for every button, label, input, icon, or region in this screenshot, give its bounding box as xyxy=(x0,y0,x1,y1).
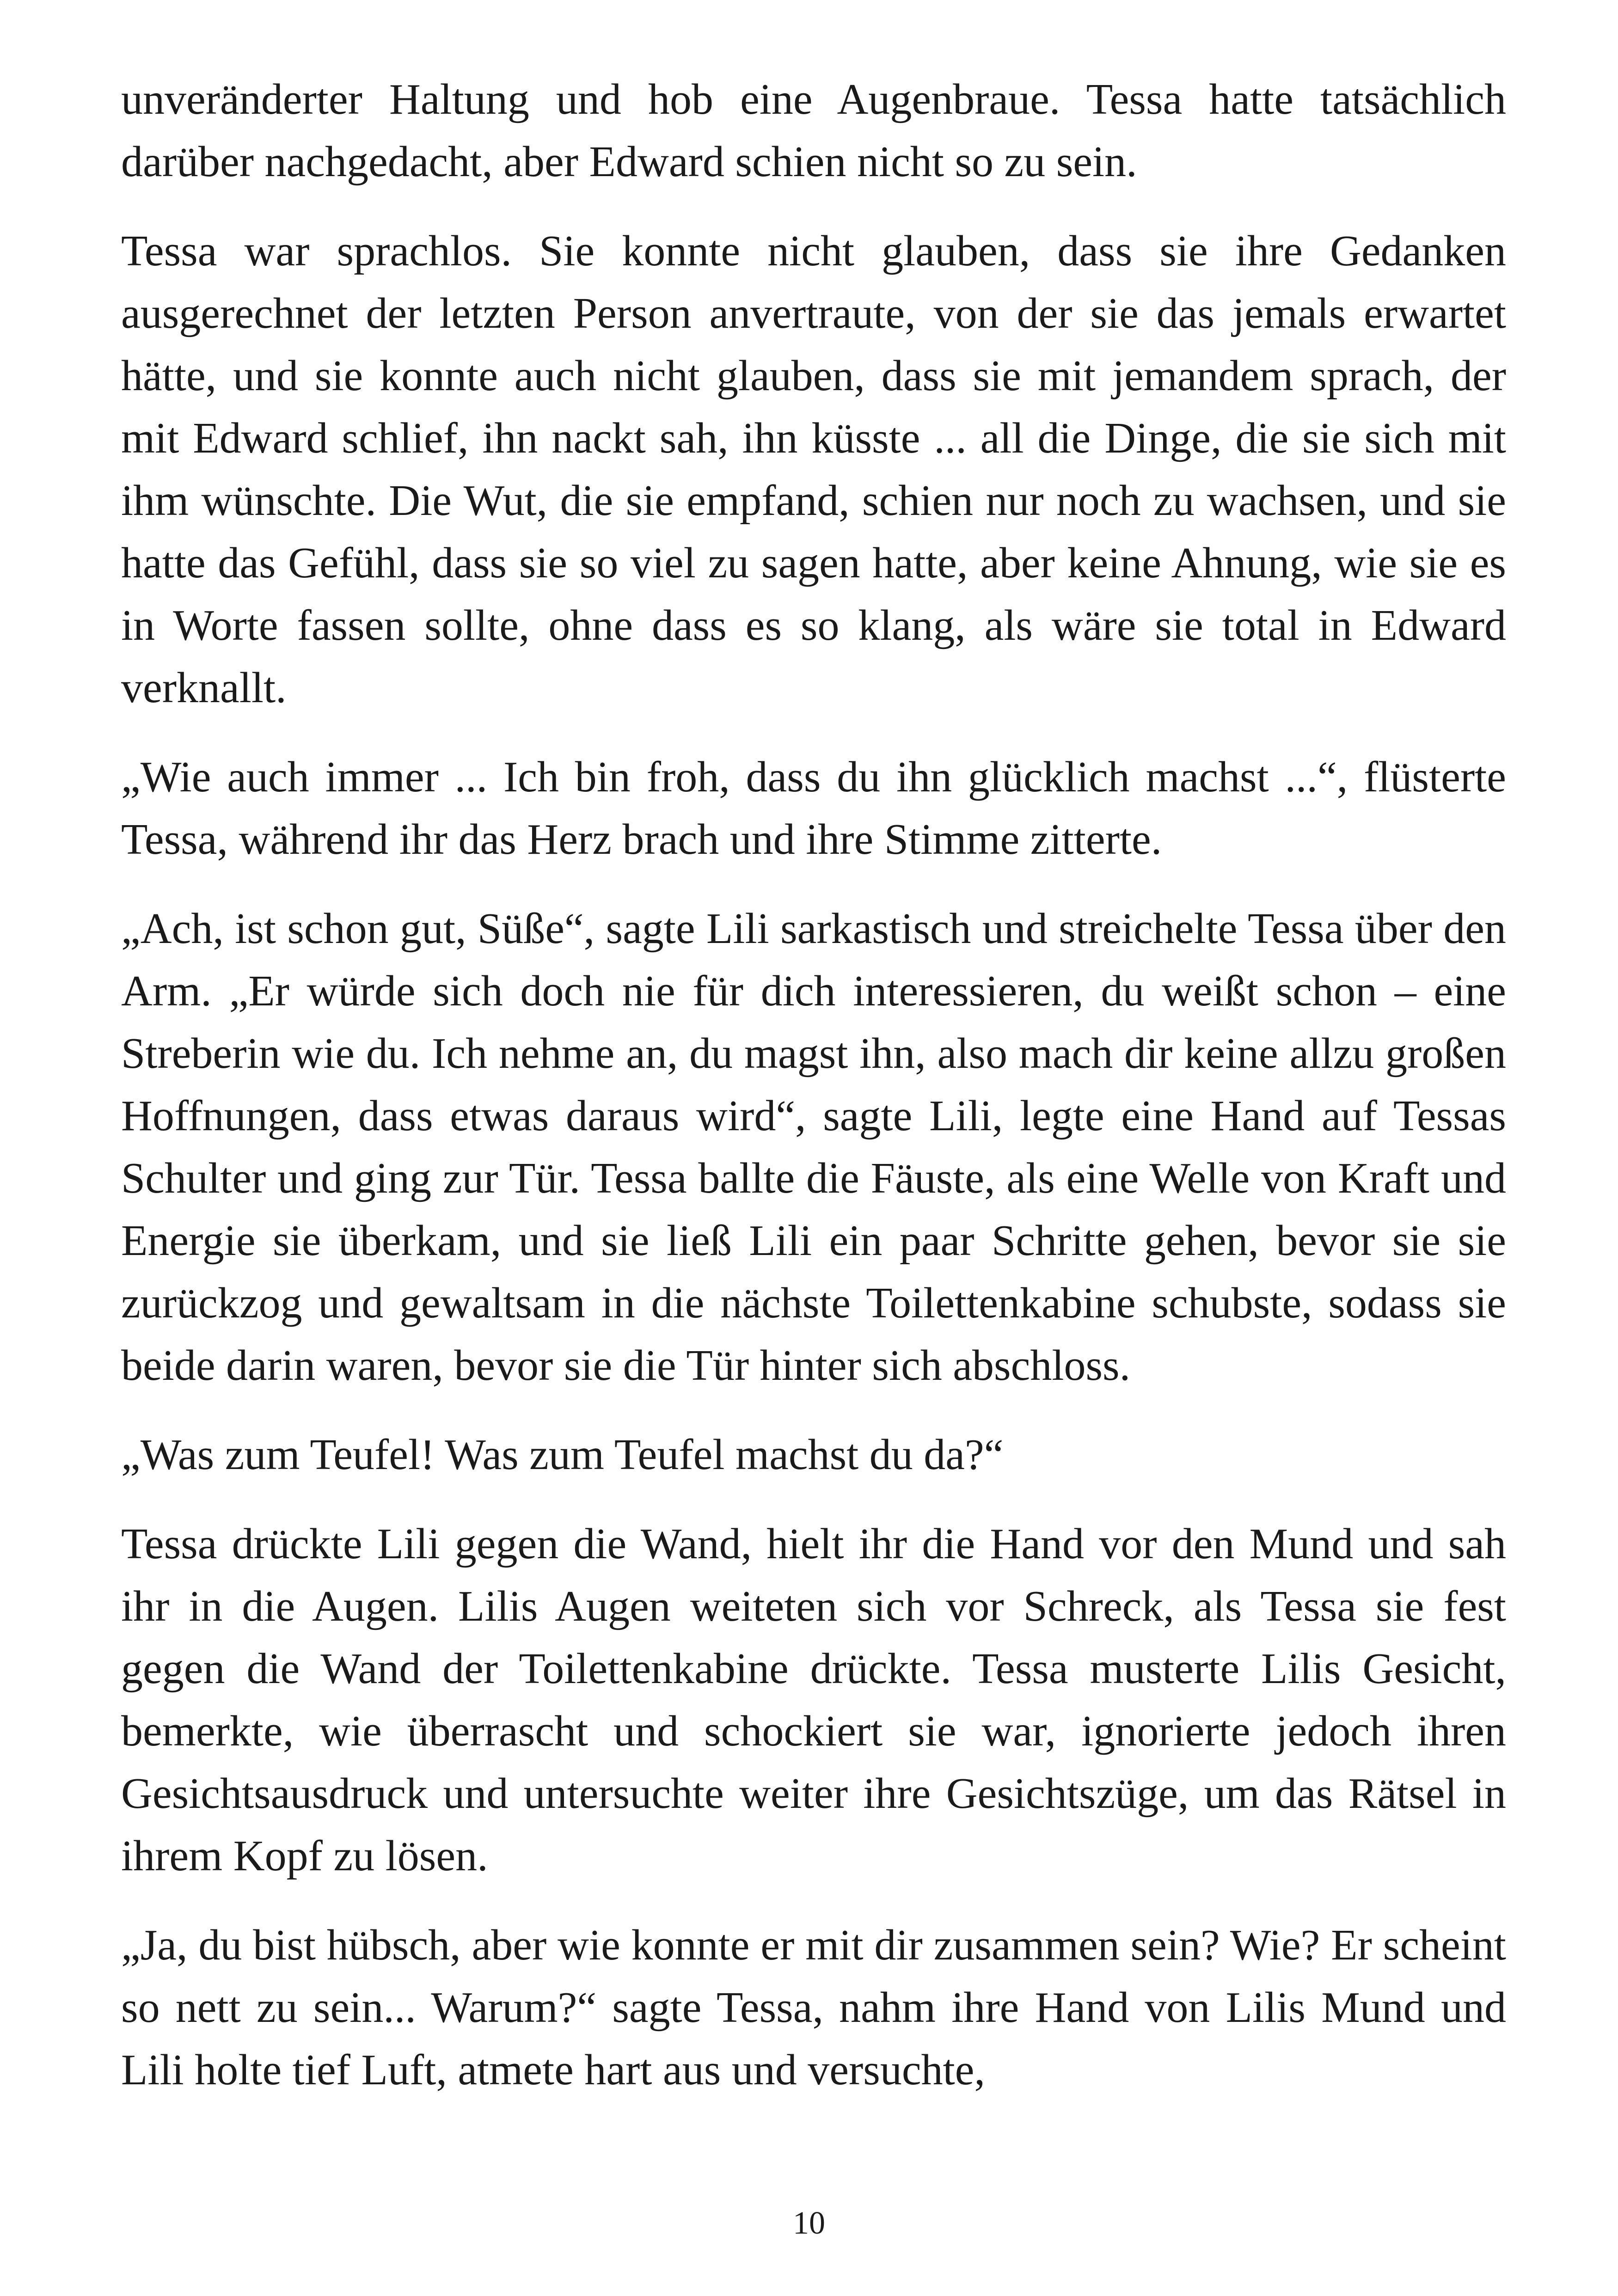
paragraph: Tessa drückte Lili gegen die Wand, hielt ihr die Hand vor den Mund und sah ihr in die Augen. Lilis Augen weiteten sich vor Schreck, als Tessa sie fest gegen die Wand der Toilettenkabine drückte. Tessa musterte Lilis Gesicht, bemerkte, wie überrascht und schockiert sie war, ignorierte jedoch ihren Gesichtsausdruck und untersuchte weiter ihre Gesichtszüge, um das Rätsel in ihrem Kopf zu lösen. xyxy=(121,1520,1506,1880)
page-number: 10 xyxy=(793,2205,825,2241)
page-body xyxy=(121,68,1506,2101)
paragraph: „Was zum Teufel! Was zum Teufel machst du da?“ xyxy=(121,1431,1004,1479)
paragraph: Tessa war sprachlos. Sie konnte nicht glauben, dass sie ihre Gedanken ausgerechnet der letzten Person anvertraute, von der sie das jemals erwartet hätte, und sie konnte auch nicht glauben, dass sie mit jemandem sprach, der mit Edward schlief, ihn nackt sah, ihn küsste ... all die Dinge, die sie sich mit ihm wünschte. Die Wut, die sie empfand, schien nur noch zu wachsen, und sie hatte das Gefühl, dass sie so viel zu sagen hatte, aber keine Ahnung, wie sie es in Worte fassen sollte, ohne dass es so klang, als wäre sie total in Edward verknallt. xyxy=(121,227,1506,712)
paragraph: „Ja, du bist hübsch, aber wie konnte er mit dir zusammen sein? Wie? Er scheint so nett zu sein... Warum?“ sagte Tessa, nahm ihre Hand von Lilis Mund und Lili holte tief Luft, atmete hart aus und versuchte, xyxy=(121,1921,1506,2094)
paragraph: unveränderter Haltung und hob eine Augenbraue. Tessa hatte tatsächlich darüber nachgedacht, aber Edward schien nicht so zu sein. xyxy=(121,75,1506,186)
paragraph: „Wie auch immer ... Ich bin froh, dass du ihn glücklich machst ...“, flüsterte Tessa, während ihr das Herz brach und ihre Stimme zitterte. xyxy=(121,753,1506,863)
paragraph: „Ach, ist schon gut, Süße“, sagte Lili sarkastisch und streichelte Tessa über den Arm. „Er würde sich doch nie für dich interessieren, du weißt schon – eine Streberin wie du. Ich nehme an, du magst ihn, also mach dir keine allzu großen Hoffnungen, dass etwas daraus wird“, sagte Lili, legte eine Hand auf Tessas Schulter und ging zur Tür. Tessa ballte die Fäuste, als eine Welle von Kraft und Energie sie überkam, und sie ließ Lili ein paar Schritte gehen, bevor sie sie zurückzog und gewaltsam in die nächste Toilettenkabine schubste, sodass sie beide darin waren, bevor sie die Tür hinter sich abschloss. xyxy=(121,905,1506,1390)
